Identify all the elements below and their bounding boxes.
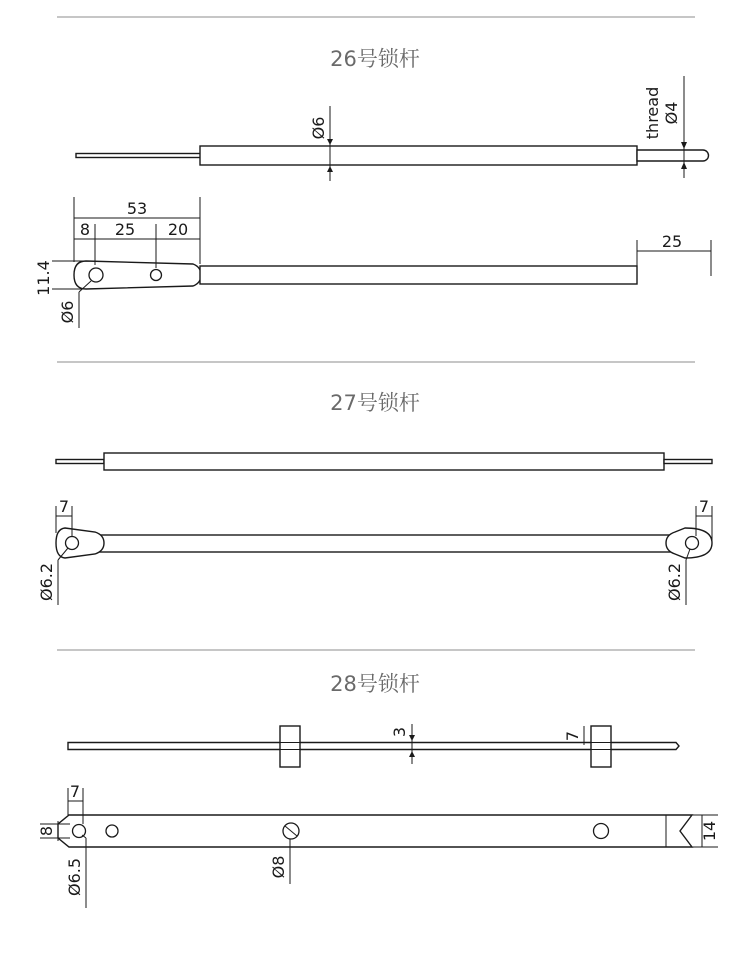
section-27-title: 27号锁杆 — [330, 391, 420, 415]
tab-right — [591, 726, 611, 767]
rod-26-side-view — [76, 146, 709, 165]
rod-28-side-view — [68, 726, 679, 767]
right-hole — [594, 824, 609, 839]
end-width-label: 8 — [37, 825, 56, 837]
section-26 — [34, 47, 711, 328]
rod-28-top-view — [58, 815, 692, 847]
rod-27-top-view — [56, 528, 712, 558]
left-hole — [66, 537, 79, 550]
bar-width-label: 14 — [700, 820, 719, 842]
mid-hole-label: Ø8 — [269, 855, 288, 879]
hole-dia-label: Ø6 — [58, 300, 77, 324]
thread-dimension — [643, 76, 687, 178]
hole-small — [151, 270, 162, 281]
right-hole-label: Ø6.2 — [665, 562, 684, 602]
rod-dia-label: Ø6 — [309, 116, 328, 140]
thread-word-label: thread — [643, 86, 662, 140]
end-len-label-28: 7 — [69, 782, 81, 801]
len-a-label: 8 — [79, 220, 91, 239]
section-26-title: 26号锁杆 — [330, 47, 420, 71]
len-b-label: 25 — [114, 220, 136, 239]
section-28 — [37, 672, 719, 908]
end-len-label: 25 — [661, 232, 683, 251]
tab-width-label: 7 — [563, 730, 582, 742]
tab-left — [280, 726, 300, 767]
rod-26-top-view — [74, 261, 637, 289]
right-len-label: 7 — [698, 497, 710, 516]
small-hole — [106, 825, 118, 837]
thread-dia-label: Ø4 — [662, 101, 681, 125]
section-28-title: 28号锁杆 — [330, 672, 420, 696]
rod-dia-dimension — [309, 106, 333, 181]
width-label: 11.4 — [34, 260, 53, 296]
thickness-label: 3 — [390, 726, 409, 738]
len-total-label: 53 — [126, 199, 148, 218]
len-c-label: 20 — [167, 220, 189, 239]
rod-27-side-view — [56, 453, 712, 470]
left-hole-label: Ø6.2 — [37, 562, 56, 602]
bar-width-dimension — [692, 815, 719, 847]
end-length-dimension — [637, 232, 711, 276]
section-27 — [37, 391, 712, 605]
left-len-label: 7 — [58, 497, 70, 516]
length-dimensions — [74, 197, 200, 268]
right-hole — [686, 537, 699, 550]
hole-large — [89, 268, 103, 282]
end-hole-label: Ø6.5 — [65, 857, 84, 897]
